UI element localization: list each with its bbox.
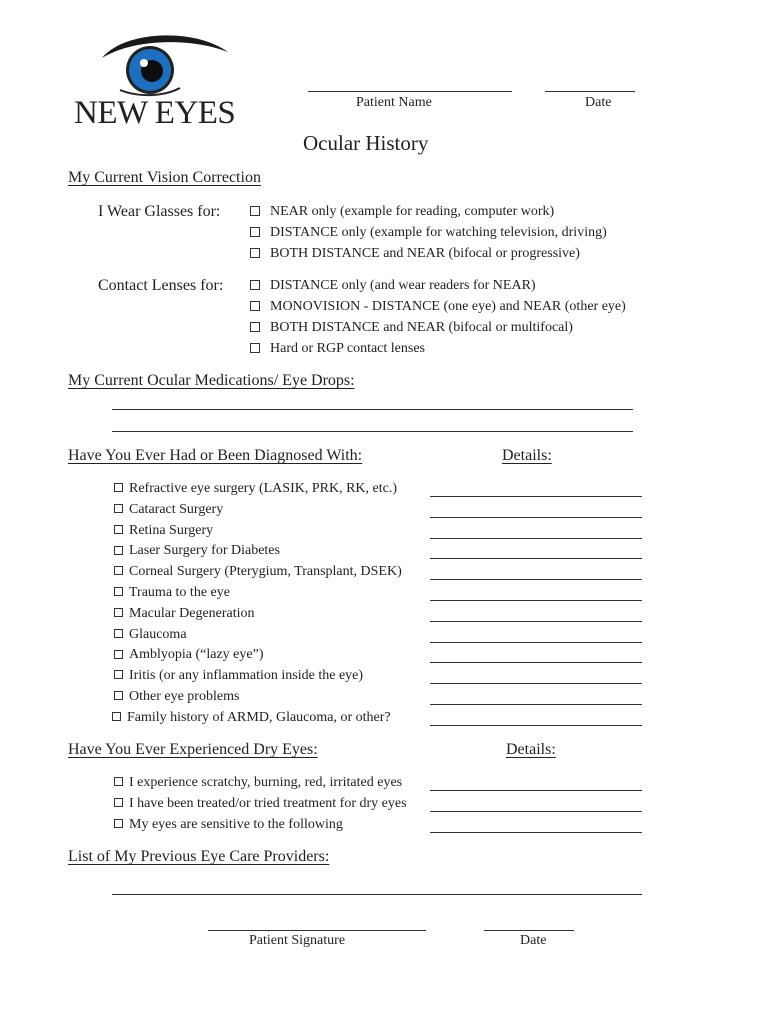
checkbox[interactable] <box>114 504 123 513</box>
glasses-label: I Wear Glasses for: <box>98 203 221 220</box>
checkbox[interactable] <box>250 248 260 258</box>
patient-name-label: Patient Name <box>356 95 432 110</box>
checkbox[interactable] <box>114 777 123 786</box>
signature-field[interactable] <box>208 930 426 931</box>
details-line[interactable] <box>430 683 642 684</box>
contacts-option[interactable]: BOTH DISTANCE and NEAR (bifocal or multifocal) <box>250 320 626 341</box>
details-line[interactable] <box>430 621 642 622</box>
details-line[interactable] <box>430 517 642 518</box>
list-item[interactable]: I have been treated/or tried treatment for dry eyes <box>114 796 407 817</box>
list-item[interactable]: Trauma to the eye <box>114 585 402 606</box>
checkbox[interactable] <box>114 483 123 492</box>
list-item[interactable]: Corneal Surgery (Pterygium, Transplant, DSEK) <box>114 564 402 585</box>
glasses-option[interactable]: NEAR only (example for reading, computer work) <box>250 204 607 225</box>
page-title: Ocular History <box>303 131 429 155</box>
details-line[interactable] <box>430 704 642 705</box>
checkbox[interactable] <box>114 670 123 679</box>
footer-date-field[interactable] <box>484 930 574 931</box>
checkbox[interactable] <box>114 798 123 807</box>
checkbox[interactable] <box>114 525 123 534</box>
list-item[interactable]: Cataract Surgery <box>114 502 402 523</box>
providers-heading: List of My Previous Eye Care Providers: <box>68 848 330 865</box>
checkbox[interactable] <box>250 301 260 311</box>
details-line[interactable] <box>430 600 642 601</box>
contacts-option[interactable]: DISTANCE only (and wear readers for NEAR) <box>250 278 626 299</box>
list-item[interactable]: Refractive eye surgery (LASIK, PRK, RK, etc.) <box>114 481 402 502</box>
details-line[interactable] <box>430 790 642 791</box>
checkbox[interactable] <box>114 546 123 555</box>
logo <box>70 30 260 135</box>
header-date-field[interactable] <box>545 91 635 92</box>
details-line[interactable] <box>430 558 642 559</box>
details-line[interactable] <box>430 662 642 663</box>
list-item[interactable]: Retina Surgery <box>114 523 402 544</box>
checkbox[interactable] <box>114 608 123 617</box>
list-item[interactable]: Macular Degeneration <box>114 606 402 627</box>
checkbox[interactable] <box>114 691 123 700</box>
patient-name-field[interactable] <box>308 91 512 92</box>
checkbox[interactable] <box>114 587 123 596</box>
dry-eyes-heading: Have You Ever Experienced Dry Eyes: <box>68 741 318 758</box>
checkbox[interactable] <box>114 566 123 575</box>
checkbox[interactable] <box>114 629 123 638</box>
checkbox[interactable] <box>250 343 260 353</box>
list-item[interactable]: Other eye problems <box>114 689 402 710</box>
medications-heading: My Current Ocular Medications/ Eye Drops: <box>68 372 355 389</box>
list-item[interactable]: Amblyopia (“lazy eye”) <box>114 647 402 668</box>
diagnoses-details-label: Details: <box>502 447 552 464</box>
details-line[interactable] <box>430 538 642 539</box>
eye-icon <box>80 30 230 100</box>
signature-label: Patient Signature <box>249 933 346 948</box>
logo-wordmark: NEW EYES <box>74 95 236 131</box>
details-line[interactable] <box>430 832 642 833</box>
list-item[interactable]: I experience scratchy, burning, red, irritated eyes <box>114 775 407 796</box>
contacts-label: Contact Lenses for: <box>98 277 224 294</box>
header-date-label: Date <box>585 95 612 110</box>
checkbox[interactable] <box>112 712 121 721</box>
details-line[interactable] <box>430 579 642 580</box>
list-item[interactable]: My eyes are sensitive to the following <box>114 817 407 838</box>
glasses-option[interactable]: DISTANCE only (example for watching television, driving) <box>250 225 607 246</box>
diagnoses-heading: Have You Ever Had or Been Diagnosed With: <box>68 447 363 464</box>
providers-line[interactable] <box>112 894 642 895</box>
medications-line-2[interactable] <box>112 431 633 432</box>
details-line[interactable] <box>430 496 642 497</box>
checkbox[interactable] <box>114 650 123 659</box>
details-line[interactable] <box>430 642 642 643</box>
contacts-options <box>250 278 626 362</box>
list-item[interactable]: Iritis (or any inflammation inside the eye) <box>114 668 402 689</box>
dry-eyes-details-label: Details: <box>506 741 556 758</box>
diagnoses-list <box>114 481 402 731</box>
contacts-option[interactable]: Hard or RGP contact lenses <box>250 341 626 362</box>
footer-date-label: Date <box>520 933 547 948</box>
list-item[interactable]: Glaucoma <box>114 627 402 648</box>
checkbox[interactable] <box>114 819 123 828</box>
medications-line-1[interactable] <box>112 409 633 410</box>
dry-eyes-list <box>114 775 407 837</box>
glasses-option[interactable]: BOTH DISTANCE and NEAR (bifocal or progressive) <box>250 246 607 267</box>
details-line[interactable] <box>430 725 642 726</box>
checkbox[interactable] <box>250 227 260 237</box>
list-item[interactable]: Family history of ARMD, Glaucoma, or other? <box>112 710 402 731</box>
checkbox[interactable] <box>250 206 260 216</box>
checkbox[interactable] <box>250 280 260 290</box>
list-item[interactable]: Laser Surgery for Diabetes <box>114 543 402 564</box>
contacts-option[interactable]: MONOVISION - DISTANCE (one eye) and NEAR (other eye) <box>250 299 626 320</box>
vision-correction-heading: My Current Vision Correction <box>68 169 261 186</box>
details-line[interactable] <box>430 811 642 812</box>
glasses-options <box>250 204 607 267</box>
checkbox[interactable] <box>250 322 260 332</box>
